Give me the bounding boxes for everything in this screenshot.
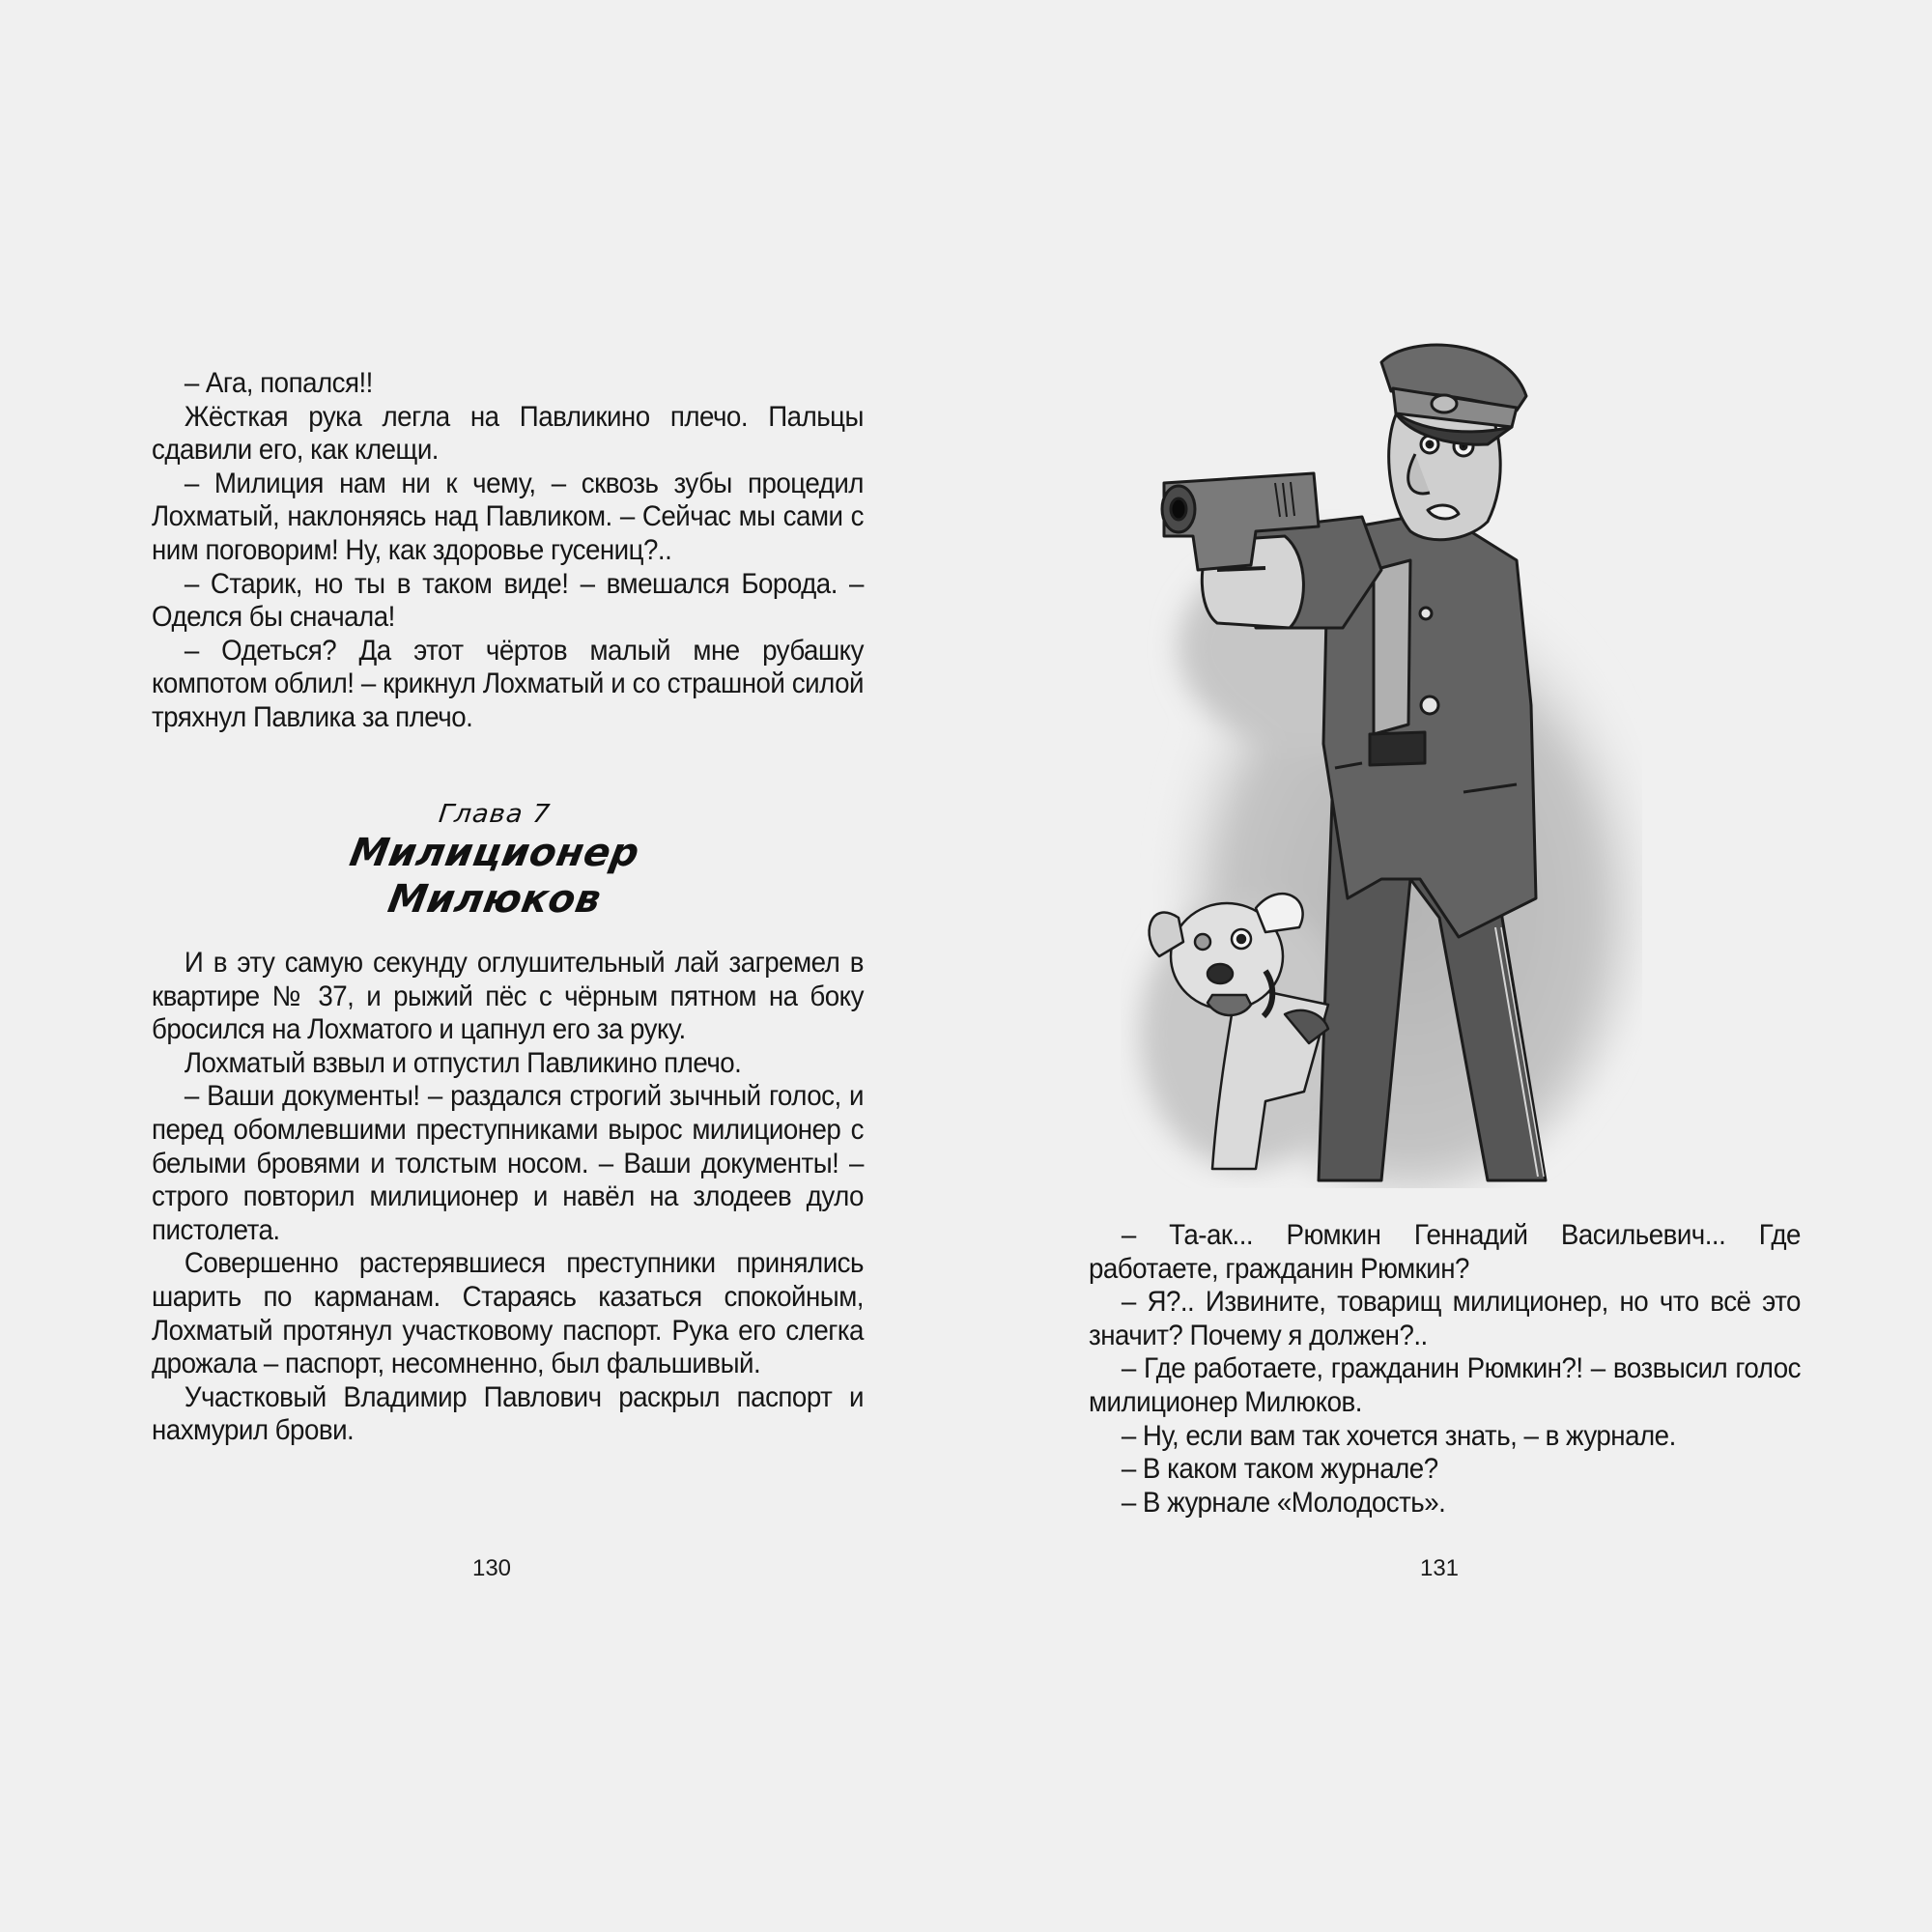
chapter-heading: [290, 800, 699, 922]
head: [1389, 406, 1501, 540]
paragraph: Лохматый взвыл и отпустил Павликино плечо.: [184, 1046, 742, 1079]
page-number-left: 130: [471, 1555, 512, 1581]
chapter-title-line-2: Милюков: [384, 877, 605, 922]
left-page-text-bottom: [152, 947, 864, 1448]
paragraph: – Милиция нам ни к чему, – сквозь зубы процедил Лохматый, наклоняясь над Павликом. – Сейчас мы сами с ним поговорим! Ну, как здоровье гусениц?..: [152, 467, 864, 566]
right-page-text: [1089, 1219, 1801, 1520]
page-number-right: 131: [1419, 1555, 1460, 1581]
paragraph: – Ваши документы! – раздался строгий зычный голос, и перед обомлевшими преступниками вырос милиционер с белыми бровями и толстым носом. – Ваши документы! – строго повторил милиционер и навёл на злодеев дуло пистолета.: [152, 1080, 864, 1246]
paragraph: Совершенно растерявшиеся преступники принялись шарить по карманам. Стараясь казаться спокойным, Лохматый протянул участковому паспорт. Рука его слегка дрожала – паспорт, несомненно, был фальшивый.: [152, 1247, 864, 1380]
right-page: [966, 0, 1932, 1932]
paragraph: Участковый Владимир Павлович раскрыл паспорт и нахмурил брови.: [152, 1380, 864, 1447]
paragraph: – Одеться? Да этот чёртов малый мне рубашку компотом облил! – крикнул Лохматый и со страшной силой тряхнул Павлика за плечо.: [152, 634, 864, 733]
paragraph: – В журнале «Молодость».: [1121, 1486, 1446, 1519]
paragraph: Жёсткая рука легла на Павликино плечо. Пальцы сдавили его, как клещи.: [152, 400, 864, 467]
chapter-number: Глава 7: [437, 800, 553, 829]
policeman-illustration: [1121, 338, 1642, 1188]
paragraph: – Где работаете, гражданин Рюмкин?! – возвысил голос милиционер Милюков.: [1089, 1352, 1801, 1418]
paragraph: – Я?.. Извините, товарищ милиционер, но что всё это значит? Почему я должен?..: [1089, 1286, 1801, 1351]
paragraph: – Ну, если вам так хочется знать, – в журнале.: [1121, 1419, 1676, 1452]
paragraph: – Та-ак... Рюмкин Геннадий Васильевич... Где работаете, гражданин Рюмкин?: [1089, 1219, 1801, 1285]
paragraph: – В каком таком журнале?: [1121, 1453, 1438, 1486]
paragraph: – Ага, попался!!: [184, 367, 373, 399]
chapter-title-line-1: Милиционер: [346, 831, 643, 875]
paragraph: И в эту самую секунду оглушительный лай загремел в квартире № 37, и рыжий пёс с чёрным пятном на боку бросился на Лохматого и цапнул его за руку.: [152, 947, 864, 1046]
left-page-text-top: [152, 367, 864, 735]
paragraph: – Старик, но ты в таком виде! – вмешался Борода. – Оделся бы сначала!: [152, 567, 864, 634]
